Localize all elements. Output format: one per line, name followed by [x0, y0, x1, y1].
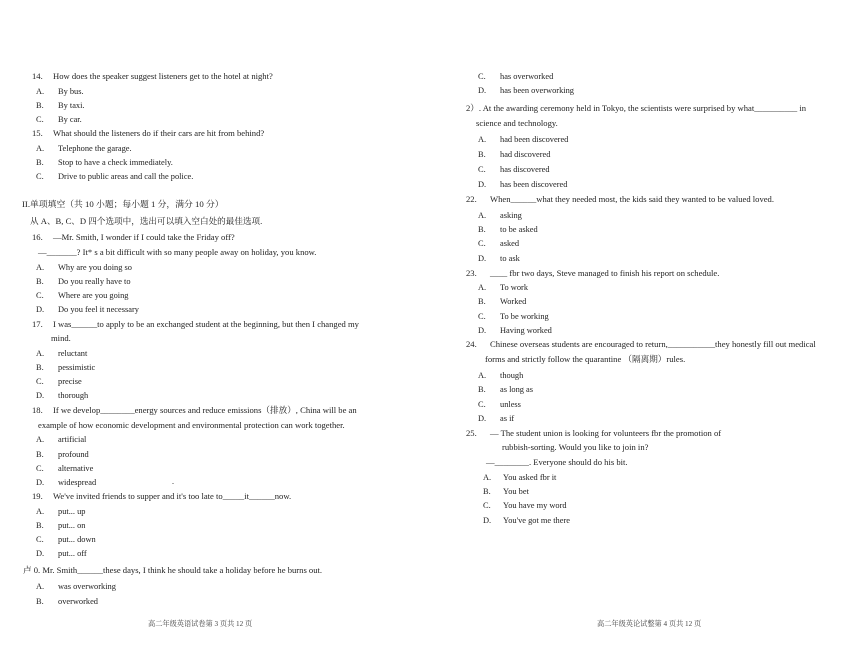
question-number: 22.	[466, 194, 477, 204]
option-c: C. Drive to public areas and call the police.	[36, 172, 194, 181]
question-number: 19.	[32, 491, 43, 501]
option-a: A. asking	[478, 211, 522, 220]
question-19	[32, 491, 291, 502]
option-c: C. Where are you going	[36, 291, 129, 300]
question-18-cont: example of how economic development and environmental protection can work together.	[38, 420, 345, 430]
question-text: How does the speaker suggest listeners get to the hotel at night?	[53, 71, 273, 81]
question-18	[32, 405, 357, 416]
option-b: B. profound	[36, 450, 89, 459]
question-text: We've invited friends to supper and it's too late to_____it______now.	[53, 491, 292, 501]
section-instruction: 从 A、B, C、D 四个选项中，选出可以填入空白处的最佳选项.	[30, 216, 263, 226]
option-d: D. You've got me there	[483, 516, 570, 525]
option-b: B. to be asked	[478, 225, 538, 234]
question-number: 25.	[466, 428, 477, 438]
question-25-reply: —________. Everyone should do his bit.	[486, 457, 628, 467]
question-text: ____ fbr two days, Steve managed to finish his report on schedule.	[490, 268, 720, 278]
option-b: B. Do you really have to	[36, 277, 131, 286]
question-22	[466, 194, 774, 205]
option-c: C. put... down	[36, 535, 96, 544]
option-b: B. Worked	[478, 297, 527, 306]
question-20: 卢 0. Mr. Smith______these days, I think he should take a holiday before he burns out.	[23, 565, 323, 575]
option-d: D. has been overworking	[478, 86, 574, 95]
question-text: Chinese overseas students are encouraged to return,___________they honestly fill out medical	[490, 339, 816, 349]
question-15	[32, 128, 264, 139]
option-b: B. You bet	[483, 487, 529, 496]
question-21: 2）. At the awarding ceremony held in Tokyo, the scientists were surprised by what__________ in	[466, 103, 807, 113]
option-a: A. had been discovered	[478, 135, 569, 144]
option-c: C. precise	[36, 377, 82, 386]
question-16	[32, 232, 235, 243]
option-d: D. Do you feel it necessary	[36, 305, 139, 314]
section-title: II.单项填空（共 10 小题；每小题 1 分，满分 10 分）	[22, 199, 224, 209]
question-text: What should the listeners do if their cars are hit from behind?	[53, 128, 265, 138]
option-c: C. has overworked	[478, 72, 554, 81]
option-c: C. By car.	[36, 115, 82, 124]
question-text: If we develop________energy sources and reduce emissions（排放）, China will be an	[53, 405, 357, 415]
option-a: A. though	[478, 371, 524, 380]
option-c: C. To be working	[478, 312, 549, 321]
question-text: —Mr. Smith, I wonder if I could take the Friday off?	[53, 232, 235, 242]
question-21-cont: science and technology.	[476, 118, 558, 128]
option-b: B. pessimistic	[36, 363, 96, 372]
question-number: 14.	[32, 71, 43, 81]
option-b: B. Stop to have a check immediately.	[36, 158, 173, 167]
option-c: C. You have my word	[483, 501, 567, 510]
option-b: B. put... on	[36, 521, 86, 530]
question-number: 18.	[32, 405, 43, 415]
page-footer: 高二年级英论试整第 4 页共 12 页	[597, 620, 702, 628]
question-25-cont: rubbish-sorting. Would you like to join in?	[502, 442, 649, 452]
question-text: — The student union is looking for volunteers fbr the promotion of	[490, 428, 722, 438]
option-c: C. has discovered	[478, 165, 550, 174]
question-24-cont: forms and strictly follow the quarantine （隔离期）rules.	[485, 354, 686, 364]
question-number: 16.	[32, 232, 43, 242]
question-number: 23.	[466, 268, 477, 278]
question-25	[466, 428, 721, 439]
question-text: I was______to apply to be an exchanged student at the beginning, but then I changed my	[53, 319, 359, 329]
option-a: A. Telephone the garage.	[36, 144, 132, 153]
question-24	[466, 339, 816, 350]
option-b: B. had discovered	[478, 150, 551, 159]
option-d: D. has been discovered	[478, 180, 568, 189]
option-c: C. asked	[478, 239, 520, 248]
option-a: A. You asked fbr it	[483, 473, 557, 482]
option-d: D. widespread	[36, 478, 97, 487]
question-number: 15.	[32, 128, 43, 138]
question-number: 17.	[32, 319, 43, 329]
option-a: A. To work	[478, 283, 529, 292]
option-d: D. to ask	[478, 254, 520, 263]
option-a: A. put... up	[36, 507, 86, 516]
option-d: D. put... off	[36, 549, 87, 558]
question-17	[32, 319, 359, 330]
option-d: D. Having worked	[478, 326, 552, 335]
option-a: A. By bus.	[36, 87, 84, 96]
page-footer: 高二年级英语试卷第 3 页共 12 页	[148, 620, 253, 628]
question-16-reply: —_______? It* s a bit difficult with so many people away on holiday, you know.	[38, 247, 317, 257]
option-a: A. was overworking	[36, 582, 116, 591]
option-b: B. overworked	[36, 597, 98, 606]
question-text: When______what they needed most, the kids said they wanted to be valued loved.	[490, 194, 775, 204]
option-a: A. reluctant	[36, 349, 88, 358]
option-b: B. By taxi.	[36, 101, 85, 110]
option-a: A. Why are you doing so	[36, 263, 132, 272]
option-b: B. as long as	[478, 385, 534, 394]
option-c: C. unless	[478, 400, 521, 409]
question-23	[466, 268, 719, 279]
option-d: D. thorough	[36, 391, 89, 400]
stray-mark: .	[172, 477, 174, 486]
option-c: C. alternative	[36, 464, 94, 473]
question-17-cont: mind.	[51, 333, 71, 343]
option-a: A. artificial	[36, 435, 87, 444]
question-14	[32, 71, 273, 82]
option-d: D. as if	[478, 414, 515, 423]
question-number: 24.	[466, 339, 477, 349]
